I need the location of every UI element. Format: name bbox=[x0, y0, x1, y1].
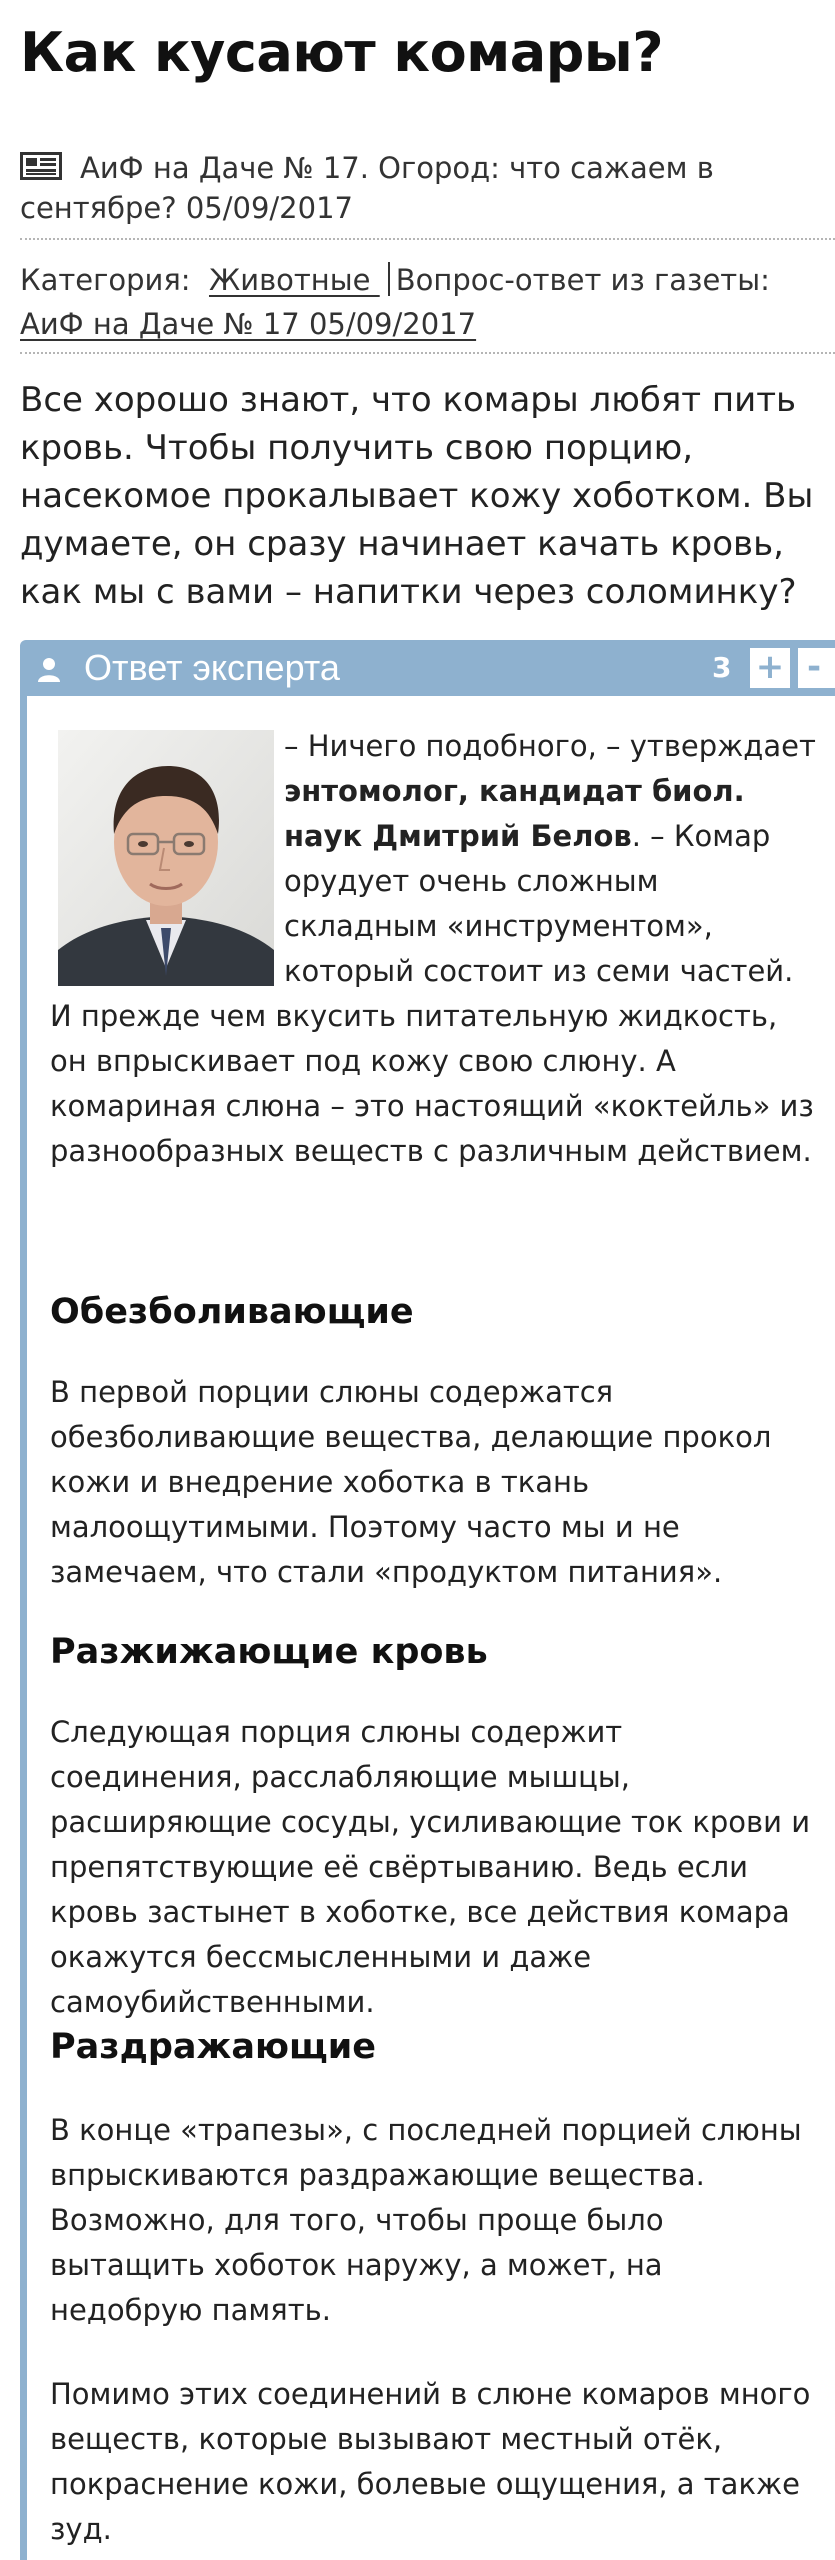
article-title: Как кусают комары? bbox=[20, 21, 664, 84]
meta-separator bbox=[388, 262, 390, 296]
expert-answer-title: Ответ эксперта bbox=[84, 647, 340, 688]
user-icon bbox=[36, 656, 62, 682]
intro-rest: . – Комар орудует очень сложным складным «инструментом», который состоит из семи частей. И прежде чем вкусить питательную жидкость, он впрыскивает под кожу свою слюну. А комариная слюна – это настоящий «коктейль» из разнообразных веществ с различным действием. bbox=[50, 819, 814, 1168]
collapse-minus-button[interactable]: - bbox=[798, 648, 835, 688]
intro-prefix: – Ничего подобного, – утверждает bbox=[284, 729, 816, 763]
source-issue-link[interactable]: АиФ на Даче № 17 05/09/2017 bbox=[20, 307, 477, 341]
section-heading: Разжижающие кровь bbox=[50, 1632, 488, 1672]
article-lead: Все хорошо знают, что комары любят пить кровь. Чтобы получить свою порцию, насекомое прокалывает кожу хоботком. Вы думаете, он сразу начинает качать кровь, как мы с вами – напитки через соломинку? bbox=[20, 380, 814, 612]
expert-answer-rail bbox=[20, 696, 27, 2560]
divider bbox=[20, 238, 835, 240]
source-label: Вопрос-ответ из газеты: bbox=[395, 263, 770, 297]
section-text: В первой порции слюны содержатся обезболивающие вещества, делающие прокол кожи и внедрение хоботка в ткань малоощутимыми. Поэтому часто мы и не замечаем, что стали «продуктом питания». bbox=[50, 1375, 772, 1589]
expert-answer-count: 3 bbox=[712, 651, 732, 684]
expert-intro bbox=[50, 724, 820, 1174]
newspaper-icon bbox=[20, 152, 62, 180]
section-heading: Раздражающие bbox=[50, 2027, 376, 2067]
expert-answer-block bbox=[20, 640, 835, 2560]
section-text: Следующая порция слюны содержит соединения, расслабляющие мышцы, расширяющие сосуды, усиливающие ток крови и препятствующие её свёртыванию. Ведь если кровь застынет в хоботке, все действия комара окажутся бессмысленными и даже самоубийственными. bbox=[50, 1715, 811, 2019]
closing-text: Помимо этих соединений в слюне комаров много веществ, которые вызывают местный отёк, покраснение кожи, болевые ощущения, а также зуд. bbox=[50, 2377, 811, 2546]
source-text: АиФ на Даче № 17. Огород: что сажаем в сентябре? 05/09/2017 bbox=[20, 151, 714, 225]
category-link[interactable]: Животные bbox=[208, 263, 380, 297]
expand-plus-button[interactable]: + bbox=[750, 648, 790, 688]
article-meta bbox=[20, 258, 820, 346]
section-text: В конце «трапезы», с последней порцией слюны впрыскиваются раздражающие вещества. Возможно, для того, чтобы проще было вытащить хоботок наружу, а может, на недобрую память. bbox=[50, 2113, 802, 2327]
article-source bbox=[20, 148, 800, 228]
divider bbox=[20, 352, 835, 354]
photo-spacer bbox=[50, 724, 284, 989]
section-heading: Обезболивающие bbox=[50, 1292, 414, 1332]
expert-name: энтомолог, кандидат биол. наук Дмитрий Белов bbox=[284, 774, 745, 853]
expert-answer-header bbox=[20, 640, 835, 696]
category-label: Категория: bbox=[20, 263, 191, 297]
